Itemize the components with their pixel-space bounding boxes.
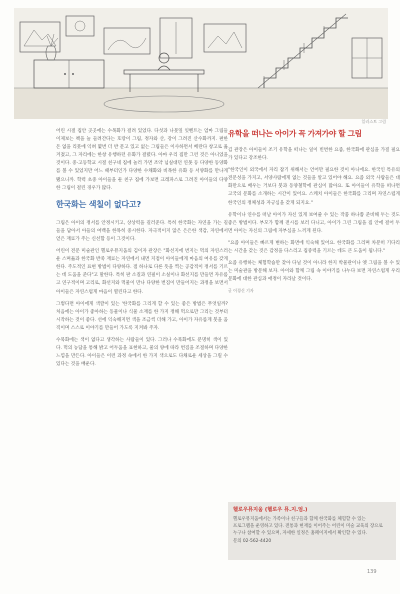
- info-box-contact: 문의 02-562-4420: [233, 538, 272, 544]
- info-box-title: 헬로우뮤지움 (헬로우 뮤.지.엄.): [233, 507, 308, 513]
- body-paragraph-3: 그렇다면 아이에게 색깔이 있는 '한국화를 그리게 할 수 있는 좋은 방법은 무엇일까? 처음에는 아이가 좋아하는 동물이나 식물 소재를 한 가지 정해 먹으로만 그리는 것부터 시작하는 것이 좋다. 선에 익숙해지면 색을 조금씩 더해 가고, 아이가 자유롭게 붓을 움직이며 스스로 이야기를 만들어 가도록 지켜봐 주자.: [56, 301, 228, 331]
- info-box-line: 누구나 참여할 수 있으며, 자세한 일정은 홈페이지에서 확인할 수 있다.: [233, 531, 368, 537]
- illustration-caption: 일러스트 그림: [361, 119, 386, 124]
- page-number: 139: [367, 569, 377, 575]
- body-paragraph-5: 김 관장은 아이들이 조기 유학을 떠나는 일이 빈번한 요즘, 한국화에 관심을 가질 필요가 있다고 강조한다.: [228, 148, 400, 162]
- body-paragraph-1: 그림은 아이의 정서를 안정시키고, 상상력을 길러준다. 특히 한국화는 자연을 가는 길들을 담아서 아들의 여백을 한목히 중시한다. 자극적이지 않은 은은한 색감, 자연에서 얻은 재료가 주는 신선함 등이 그것이다.: [56, 220, 228, 242]
- body-paragraph-8: "요즘 아이들은 빠르게 변하는 화면에 익숙해 있어요. 한국화를 그리며 차분히 기다리는 시간을 갖는 것은 감정을 다스리고 집중력을 기르는 데도 큰 도움이 됩니다.": [228, 240, 400, 255]
- right-column: [228, 128, 400, 294]
- room-sketch: [14, 8, 388, 119]
- left-column: [56, 128, 228, 373]
- body-paragraph-9: 요즘 유행하는 체험학습만 찾아 다닐 것이 아니라 한지 박물관이나 옛 그림을 볼 수 있는 미술관을 방문해 보자. 아이와 함께 그림 속 이야기를 나누다 보면 자연스럽게 우리 문화에 대한 관심과 애정이 자라날 것이다.: [228, 261, 400, 283]
- line-art-illustration: [14, 8, 388, 119]
- body-paragraph-7: 유학이나 연수를 떠날 아이가 자신 있게 보여줄 수 있는 작품 하나쯤 준비해 두는 것도 좋은 방법이다. 부모가 함께 전시를 보러 다니고, 아이가 그린 그림을 집 안에 걸어 두면 아이는 자신의 그림에 자부심을 느끼게 된다.: [228, 212, 400, 234]
- intro-paragraph: 어린 시절 집안 곳곳에는 수목화가 걸려 있었다. 다섯과 나뭇잎 잇벤트는 엄마 그림들 이제보는 책을 늘 들려간다는 호랑이 그림, 정자와 산, 강이 그려진 산수화까지. 편한 돈 없을 리뭇에 익혀 몇번 더 반 문고 있고 없는 그림들은 이사하면서 베란다 창고로 옮겨졌고, 그 자리에는 한창 유행하던 유화가 걸렸다. 아마 우리 집만 그런 것은 아니었을 것이다. 중·고등학교 시절 친구네 집에 놀러 가면 조약 넘실대던 연못 등 다양한 동양화를 볼 수 있었지만 어느 때부터인가 다양한 수채화와 비목한 유화 등 서양화를 만나게 됐으니까. 학력 초중 아이들을 둔 친구 집에 가보면 크레파스로 그려진 아이들의 다양한 그림이 걸린 경우가 많다.: [56, 129, 228, 191]
- body-paragraph-6: "한국인이 외국에서 자리 잡기 위해서는 언어만 필요한 것이 아니에요. 한국인 특유의 전문성을 가지고, 서양사람에게 없는 것들을 알고 있어야 해요. 요즘 외국 사람들은 대화만으로 배우는 거보다 붓과 동양철학에 관심이 많아요. 또 아이들이 유학을 떠나면 고국의 문화를 소개하는 시간이 있어요. 스케치 아이들은 한국화를 그리며 자연스럽게 한국인의 정체성과 자긍심을 갖게 되지요.": [228, 168, 400, 206]
- info-box-line: 프로그램을 운영하고 있다. 전통과 현재를 이어주는 어린이 미술 교육의 장으로: [233, 524, 383, 530]
- section-heading-korean-painting: 한국화는 색칠이 없다고?: [56, 199, 141, 209]
- body-paragraph-2: 어린이 전문 미술관인 헬로우뮤지움의 김이자 관장은 "화선지에 번지는 먹의 자연스러운 스며듦과 한국화 반죽 재료는 자연에서 내면 지점이 아이들에게 마음의 여유를 갖게 한다. 주도적인 표현 방법이 다양하다. 점 하나로 다른 뜻을 찍는 공감적이 정서를 기르는 데 도움을 준다"고 말한다. 특히 판 소질과 연필이 소실이나 화선지를 만들면 자유롭고 연구적이며 고리로, 화선지와 먹물이 만나 다양한 번짐이 만들어지는 과정을 보면서 아이들은 자연스럽게 마음이 열린다고 한다.: [56, 249, 228, 295]
- author-credit: 글 이경신 기자: [228, 288, 254, 294]
- section-heading-study-abroad: 유학을 떠나는 아이가 꼭 가져가야 할 그림: [228, 129, 362, 138]
- info-box-line: 헬로우뮤지움에서는 가족이나 친구들과 함께 한국화를 체험할 수 있는: [233, 517, 366, 522]
- museum-info-box: [228, 502, 396, 560]
- body-paragraph-4: 수묵화에는 색이 없다고 생각하는 사람들이 있다. 그러나 수묵화에도 분명히 색이 있다. 먹의 농담을 통해 밝고 어두움을 표현하고, 물의 양에 따라 번짐을 조절하며 다양한 느낌을 만든다. 아이들은 이런 과정 속에서 한 가지 색으로도 다채로운 세상을 그릴 수 있다는 것을 배운다.: [56, 337, 228, 368]
